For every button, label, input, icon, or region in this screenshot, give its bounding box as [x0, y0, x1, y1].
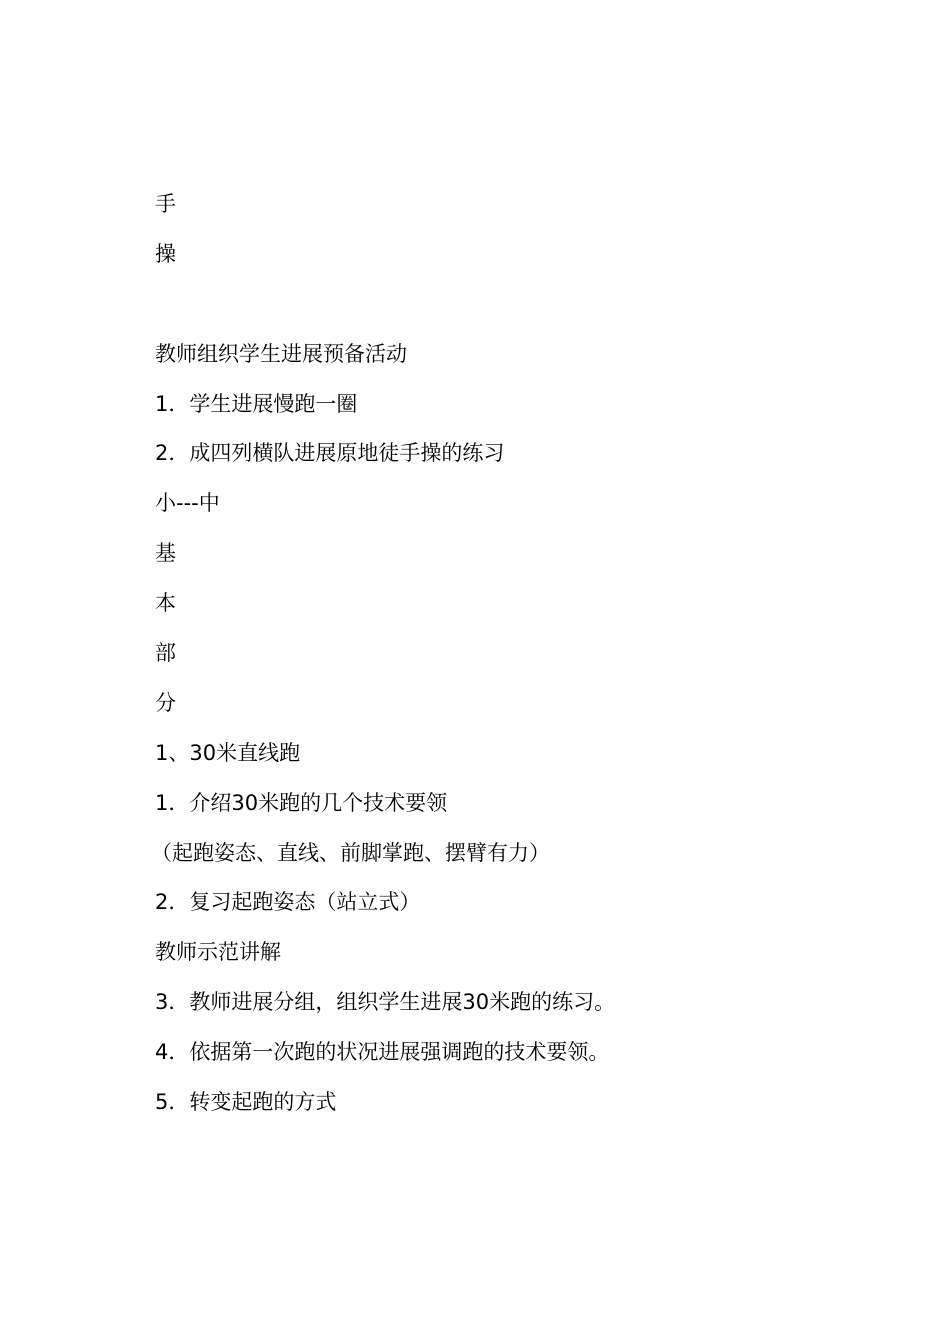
text-line: 1．介绍30米跑的几个技术要领 — [155, 790, 448, 815]
text-line: 1、30米直线跑 — [155, 740, 301, 765]
text-line: 4．依据第一次跑的状况进展强调跑的技术要领。 — [155, 1040, 610, 1065]
text-line: 手 — [155, 192, 176, 216]
text-line: 2．复习起跑姿态（站立式） — [155, 890, 421, 915]
text-line: 操 — [155, 241, 176, 266]
text-line: 5．转变起跑的方式 — [155, 1090, 337, 1115]
text-line: 分 — [155, 690, 176, 715]
text-line: 本 — [155, 591, 176, 616]
text-line: 3．教师进展分组，组织学生进展30米跑的练习。 — [155, 990, 616, 1015]
text-line: 小---中 — [155, 491, 220, 516]
text-line: 2．成四列横队进展原地徒手操的练习 — [155, 441, 505, 466]
text-line: （起跑姿态、直线、前脚掌跑、摆臂有力） — [151, 840, 550, 865]
text-line: 基 — [155, 541, 176, 566]
text-line: 教师组织学生进展预备活动 — [155, 341, 407, 366]
text-line: 1．学生进展慢跑一圈 — [155, 391, 358, 416]
document-body — [151, 189, 855, 1137]
text-line: 教师示范讲解 — [155, 940, 281, 965]
text-line: 部 — [155, 641, 176, 666]
blank-line — [155, 289, 855, 319]
